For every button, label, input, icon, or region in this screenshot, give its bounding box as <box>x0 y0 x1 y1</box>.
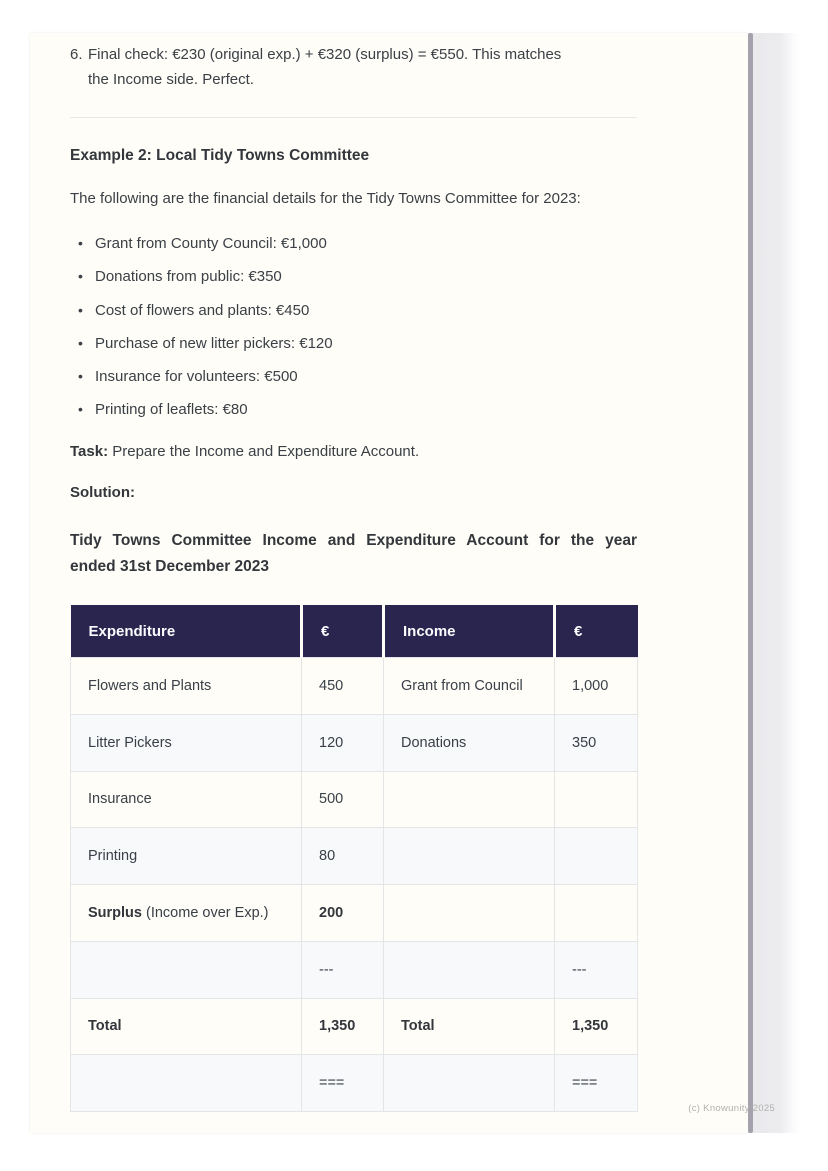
table-row <box>71 658 638 715</box>
task-label: Task: <box>70 443 109 460</box>
final-check-line1: Final check: €230 (original exp.) + €320 (surplus) = €550. This matches <box>88 46 562 63</box>
list-number: 6. <box>70 46 83 63</box>
bullet-icon: • <box>78 235 83 251</box>
task-text: Prepare the Income and Expenditure Account. <box>108 443 420 460</box>
table-cell <box>71 771 302 828</box>
table-cell <box>302 771 384 828</box>
list-item <box>70 298 637 323</box>
bullet-icon: • <box>78 401 83 418</box>
example-intro: The following are the financial details for the Tidy Towns Committee for 2023: <box>70 190 581 207</box>
cell-text: Total <box>401 1018 435 1035</box>
account-table <box>70 605 638 1112</box>
list-item-text: Insurance for volunteers: €500 <box>95 368 298 386</box>
list-item <box>70 231 637 256</box>
table-cell <box>555 998 638 1055</box>
scrollbar-track[interactable] <box>748 33 800 1133</box>
document-page <box>30 33 748 1133</box>
table-cell <box>384 658 555 715</box>
cell-text: Printing <box>88 848 138 865</box>
list-item <box>70 264 637 289</box>
table-cell <box>384 714 555 771</box>
table-cell <box>302 1055 384 1112</box>
cell-text: Litter Pickers <box>88 734 172 751</box>
account-title-line2: ended 31st December 2023 <box>70 558 270 575</box>
table-row <box>71 771 638 828</box>
table-cell <box>384 998 555 1055</box>
table-row <box>71 714 638 771</box>
table-body <box>71 658 638 1112</box>
table-cell <box>302 998 384 1055</box>
cell-text: Surplus <box>88 904 142 921</box>
cell-text: === <box>319 1075 345 1092</box>
table-cell <box>555 941 638 998</box>
cell-text: 80 <box>319 848 336 865</box>
solution-label: Solution: <box>70 484 135 501</box>
cell-text: Flowers and Plants <box>88 677 212 694</box>
task-line <box>70 443 637 460</box>
list-item-text: Grant from County Council: €1,000 <box>95 235 327 252</box>
list-item <box>70 397 637 422</box>
table-row <box>71 885 638 942</box>
cell-text: Insurance <box>88 791 152 808</box>
table-header-row <box>71 605 638 658</box>
table-cell <box>302 658 384 715</box>
cell-text: 500 <box>319 791 344 808</box>
cell-text: Total <box>88 1018 122 1035</box>
table-cell <box>302 885 384 942</box>
list-item-text: Donations from public: €350 <box>95 268 282 286</box>
final-check-item <box>70 42 637 92</box>
table-cell <box>71 828 302 885</box>
table-cell <box>384 828 555 885</box>
cell-text: 1,350 <box>319 1018 356 1035</box>
account-title <box>70 528 637 580</box>
solution-line <box>70 484 637 501</box>
cell-text: 450 <box>319 677 344 694</box>
section-divider <box>70 117 637 118</box>
cell-text: Grant from Council <box>401 677 523 694</box>
table-cell <box>384 941 555 998</box>
cell-text: (Income over Exp.) <box>141 904 269 921</box>
financial-details-list <box>70 231 637 431</box>
table-cell <box>555 658 638 715</box>
list-item <box>70 364 637 389</box>
header-euro-income: € <box>555 605 638 658</box>
table-cell <box>71 941 302 998</box>
list-item-text: Cost of flowers and plants: €450 <box>95 301 310 319</box>
cell-text: --- <box>572 961 587 978</box>
bullet-icon: • <box>78 334 83 351</box>
cell-text: 200 <box>319 904 344 921</box>
scrollbar-thumb[interactable] <box>748 33 753 1133</box>
bullet-icon: • <box>78 368 83 385</box>
table-cell <box>71 885 302 942</box>
table-row <box>71 941 638 998</box>
table-cell <box>555 885 638 942</box>
list-item-text: Printing of leaflets: €80 <box>95 401 248 419</box>
cell-text: Donations <box>401 734 467 751</box>
table-cell <box>555 771 638 828</box>
table-cell <box>302 941 384 998</box>
final-check-line2: the Income side. Perfect. <box>88 71 254 88</box>
table-cell <box>71 714 302 771</box>
watermark: (c) Knowunity 2025 <box>688 1103 775 1114</box>
table-cell <box>384 885 555 942</box>
table-cell <box>384 771 555 828</box>
table-cell <box>555 828 638 885</box>
table-row <box>71 828 638 885</box>
header-income: Income <box>384 605 555 658</box>
example-heading: Example 2: Local Tidy Towns Committee <box>70 147 370 164</box>
cell-text: 120 <box>319 734 344 751</box>
table-cell <box>71 658 302 715</box>
final-check-text <box>88 42 561 92</box>
cell-text: --- <box>319 961 334 978</box>
bullet-icon: • <box>78 301 83 318</box>
header-expenditure: Expenditure <box>71 605 302 658</box>
cell-text: 1,350 <box>572 1018 609 1035</box>
list-item-text: Purchase of new litter pickers: €120 <box>95 334 333 352</box>
table-row <box>71 1055 638 1112</box>
cell-text: === <box>572 1075 598 1092</box>
header-euro-expenditure: € <box>302 605 384 658</box>
table-cell <box>384 1055 555 1112</box>
cell-text: 1,000 <box>572 677 609 694</box>
list-item <box>70 331 637 356</box>
table-cell <box>555 714 638 771</box>
table-cell <box>302 828 384 885</box>
table-cell <box>71 998 302 1055</box>
table-cell <box>71 1055 302 1112</box>
bullet-icon: • <box>78 268 83 285</box>
table-row <box>71 998 638 1055</box>
table-cell <box>302 714 384 771</box>
account-title-line1: Tidy Towns Committee Income and Expenditure Account for the year <box>70 532 637 549</box>
cell-text: 350 <box>572 734 597 751</box>
